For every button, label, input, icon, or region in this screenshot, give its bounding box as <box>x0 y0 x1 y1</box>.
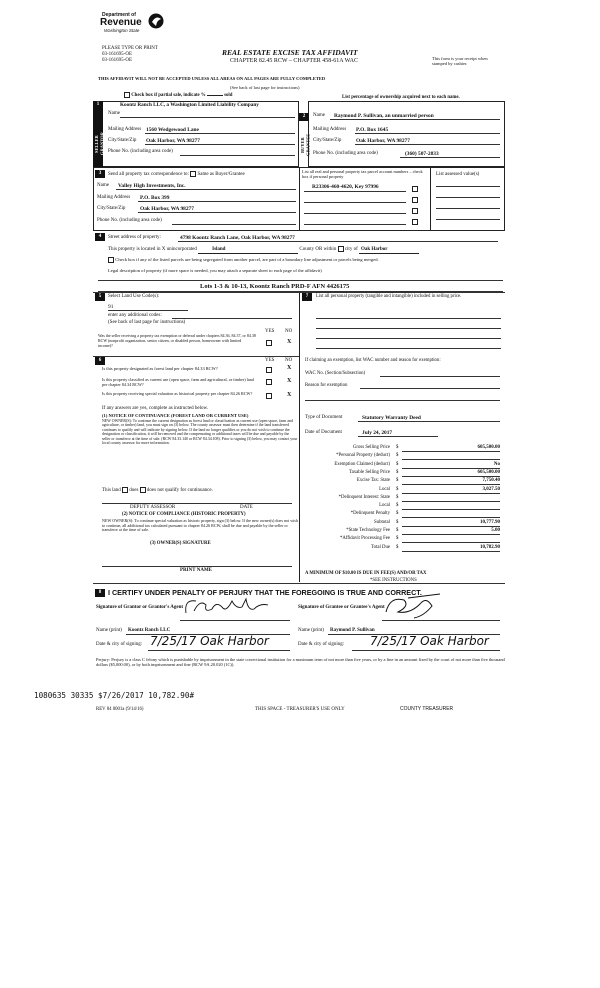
tax-row-label: Taxable Selling Price <box>349 469 390 475</box>
buyer-phone: (360) 507-2833 <box>405 151 439 157</box>
tax-row-dollar: $ <box>396 536 399 542</box>
tax-row-label: Local <box>379 503 390 509</box>
grantee-name: Raymond P. Sullivan <box>330 628 375 633</box>
please-type: PLEASE TYPE OR PRINT <box>102 46 158 51</box>
cashier-stamp: 1080635 30335 $7/26/2017 10,782.90# <box>34 691 195 700</box>
does-checkbox[interactable] <box>122 487 128 493</box>
tax-row-label: Gross Selling Price <box>352 445 390 450</box>
continuance-text: NEW OWNER(S): To continue the current designation as forest land or classification as current use (open space, farm and agriculture, or timber) land, you must sign on (3) below. The county assessor must then determine if the land transferred continues to qualify and will indicate by signing below. If the land no longer qualifies or you do not wish to continue the designation or classification, it will be removed and the compensating or additional taxes will be due and payable by the seller or transferor at the time of sale. (RCW 84.33.140 or RCW 84.34.108). Prior to signing (3) below, you may contact your local county assessor for more information. <box>102 419 298 446</box>
buyer-name-label: Name <box>313 113 325 118</box>
buyer-city: Oak Harbor, WA 98277 <box>356 138 410 144</box>
does-not-checkbox[interactable] <box>140 487 146 493</box>
this-land-label: This land <box>102 488 121 494</box>
section-4-badge: 4 <box>95 233 105 241</box>
dor-state: Washington State <box>104 28 140 33</box>
land-use-see: (See back of last page for instructions) <box>108 320 186 325</box>
tax-row-label: *Personal Property (deduct) <box>336 453 390 459</box>
grantor-signature <box>182 595 272 621</box>
exemption-claim-label: If claiming an exemption, list WAC number and reason for exemption: <box>305 358 441 363</box>
tax-row-value: 605,500.00 <box>477 445 500 450</box>
seller-mailing-label: Mailing Address <box>108 127 142 132</box>
buyer-mailing: P.O. Box 1645 <box>356 127 389 133</box>
exemption-question: Was the seller receiving a property tax exemption or deferral under chapters 84.36, 84.37, or 84.38 RCW (nonprofit organization, senior citizen, or disabled person, homeowner with limited income)? <box>98 333 256 348</box>
tax-corr-row <box>108 171 245 178</box>
tax-row-label: Local <box>379 486 390 492</box>
parcels-header: List all real and personal property tax parcel account numbers – check box if personal property <box>302 169 423 180</box>
buyer-phone-label: Phone No. (including area code) <box>313 151 378 156</box>
tax-row-dollar: $ <box>396 445 399 450</box>
tax-row-dollar: $ <box>396 519 399 525</box>
county-name: Island <box>198 247 298 254</box>
grantee-sig-label: Signature of Grantee or Grantee's Agent <box>298 605 385 610</box>
located-row <box>108 246 419 254</box>
grantee-date-label: Date & city of signing: <box>298 642 345 647</box>
segregated-label: Check box if any of the listed parcels are being segregated from another parcel, are part of a boundary line adjustment or parcels being merged. <box>115 257 379 263</box>
ref-2: 03-161695-OE <box>102 58 132 63</box>
form-title: REAL ESTATE EXCISE TAX AFFIDAVIT <box>222 48 358 57</box>
forest-answer: X <box>287 365 292 371</box>
tax-row-dollar: $ <box>396 469 399 475</box>
section-5-yes: YES <box>265 329 275 334</box>
street-address: 4798 Koontz Ranch Lane, Oak Harbor, WA 98277 <box>180 235 295 241</box>
certify-statement: I CERTIFY UNDER PENALTY OF PERJURY THAT THE FOREGOING IS TRUE AND CORRECT. <box>108 588 422 597</box>
grantee-name-label: Name (print) <box>298 628 324 633</box>
wac-label: WAC No. (Section/Subsection) <box>305 371 366 376</box>
form-chapter: CHAPTER 82.45 RCW – CHAPTER 458-61A WAC <box>230 58 358 64</box>
continuance-heading: (1) NOTICE OF CONTINUANCE (FOREST LAND OR CURRENT USE) <box>102 413 249 418</box>
if-yes-note: If any answers are yes, complete as instructed below. <box>102 406 209 411</box>
seller-name: Koontz Ranch LLC, a Washington Limited Liability Company <box>120 102 259 108</box>
treasurer-use-only: THIS SPACE - TREASURER'S USE ONLY <box>255 707 345 712</box>
tax-row-value: No <box>493 461 500 467</box>
grantor-name: Koontz Ranch LLC <box>128 628 171 633</box>
dor-logo-icon <box>148 12 164 30</box>
tax-row-label: Exemption Claimed (deduct) <box>334 461 390 467</box>
sold-label: sold <box>224 93 233 99</box>
same-as-buyer-checkbox[interactable] <box>190 171 196 177</box>
grantee-date-city: 7/25/17 Oak Harbor <box>370 634 489 648</box>
city-checkbox[interactable] <box>338 246 344 252</box>
tax-row-value: 5.00 <box>491 528 500 533</box>
partial-sale-label: Check box if partial sale, indicate % <box>131 93 206 99</box>
see-back-note: (See back of last page for instructions) <box>230 85 300 90</box>
seller-city: Oak Harbor, WA 98277 <box>146 138 200 144</box>
doc-date: July 24, 2017 <box>362 430 393 436</box>
seller-side-label: SELLER GRANTOR <box>94 132 105 156</box>
additional-codes-label: enter any additional codes: <box>108 313 162 318</box>
tax-row-dollar: $ <box>396 478 399 484</box>
section-5-no: NO <box>285 329 293 334</box>
tax-row-value: 10,782.90 <box>480 544 500 550</box>
current-use-question: Is this property classified as current use (open space, farm and agricultural, or timber) land per chapter 84.34 RCW? <box>102 377 254 388</box>
grantor-sig-label: Signature of Grantor or Grantor's Agent <box>96 605 184 610</box>
section-7-badge: 7 <box>302 293 312 301</box>
owner-signature-label: (3) OWNER(S) SIGNATURE <box>150 541 211 546</box>
legal-description: Lots 1-3 & 10-13, Koontz Ranch PRD-F AFN 4426175 <box>200 283 350 290</box>
personal-property-label: List all personal property (tangible and intangible) included in selling price. <box>316 294 462 299</box>
assessed-header: List assessed value(s) <box>436 172 480 177</box>
ownership-pct-note: List percentage of ownership acquired next to each name. <box>342 95 460 100</box>
tax-corr-label: Send all property tax correspondence to: <box>108 172 189 178</box>
tax-corr-name-label: Name <box>97 183 109 188</box>
segregated-row <box>108 257 379 264</box>
section-6-badge: 6 <box>95 357 105 365</box>
current-use-yes-checkbox[interactable] <box>266 379 272 385</box>
tax-row-value: 10,777.90 <box>480 519 500 525</box>
seller-mailing: 1560 Wedgewood Lane <box>146 127 199 133</box>
county-or-label: County OR within <box>299 247 337 253</box>
tax-row-dollar: $ <box>396 528 399 533</box>
tax-row-dollar: $ <box>396 453 399 459</box>
tax-corr-mailing: P.O. Box 399 <box>140 195 170 201</box>
tax-row-label: *Delinquent Penalty <box>350 511 390 517</box>
segregated-checkbox[interactable] <box>108 257 114 263</box>
tax-row-label: Total Due <box>371 544 390 550</box>
tax-row-label: Subtotal <box>374 519 390 525</box>
doc-date-label: Date of Document <box>305 430 342 435</box>
compliance-heading: (2) NOTICE OF COMPLIANCE (HISTORIC PROPERTY) <box>122 512 246 517</box>
see-instructions: *SEE INSTRUCTIONS <box>370 578 417 583</box>
legal-label: Legal description of property (if more space is needed, you may attach a separate sheet to each page of the affidavit) <box>108 268 322 273</box>
reason-label: Reason for exemption <box>305 383 348 388</box>
section-2-badge: 2 <box>299 113 309 121</box>
tax-row-dollar: $ <box>396 544 399 550</box>
q5-answer: X <box>287 339 292 345</box>
parcel-3-checkbox[interactable] <box>412 208 418 214</box>
section-3-badge: 3 <box>95 170 105 178</box>
seller-section <box>93 101 299 167</box>
rev-number: REV 84 0001a (9/14/16) <box>96 707 144 712</box>
seller-name-label: Name <box>108 111 120 116</box>
tax-corr-name: Valley High Investments, Inc. <box>118 183 186 189</box>
q5-yes-checkbox[interactable] <box>266 340 272 346</box>
acceptance-notice: THIS AFFIDAVIT WILL NOT BE ACCEPTED UNLESS ALL AREAS ON ALL PAGES ARE FULLY COMPLETED <box>98 76 326 81</box>
city-name: Oak Harbor <box>359 247 419 254</box>
doc-type-label: Type of Document <box>305 415 343 420</box>
land-use-label: Select Land Use Code(s): <box>108 294 160 299</box>
historic-yes-checkbox[interactable] <box>266 393 272 399</box>
section-1-badge: 1 <box>93 101 103 109</box>
tax-row-label: *Affidavit Processing Fee <box>339 536 390 542</box>
grantor-name-label: Name (print) <box>96 628 122 633</box>
dor-revenue: Revenue <box>100 17 142 28</box>
section-8-badge: 8 <box>95 589 105 597</box>
buyer-side-label: BUYER GRANTEE <box>300 133 311 157</box>
dor-dept: Department of <box>102 12 136 18</box>
tax-row-label: Excise Tax: State <box>356 478 390 484</box>
deputy-assessor-label: DEPUTY ASSESSOR <box>130 505 176 510</box>
tax-row-value: 7,750.40 <box>482 478 500 484</box>
dor-logo <box>100 12 180 40</box>
does-label: does <box>129 488 139 494</box>
deputy-date-label: DATE <box>240 505 253 510</box>
section-5-badge: 5 <box>95 293 105 301</box>
print-name-label: PRINT NAME <box>180 568 212 573</box>
buyer-mailing-label: Mailing Address <box>313 127 347 132</box>
buyer-name: Raymond P. Sullivan, an unmarried person <box>334 113 434 119</box>
tax-row-value: 605,500.00 <box>477 469 500 475</box>
parcel-1-checkbox[interactable] <box>412 186 418 192</box>
buyer-city-label: City/State/Zip <box>313 138 342 143</box>
seller-phone-label: Phone No. (including area code) <box>108 149 173 154</box>
seller-city-label: City/State/Zip <box>108 138 137 143</box>
tax-row-value: 3,027.50 <box>482 486 500 492</box>
receipt-note: This form is your receipt when stamped by cashier. <box>432 56 488 67</box>
tax-row-label: *Delinquent Interest: State <box>338 494 390 500</box>
current-use-answer: X <box>287 378 292 384</box>
doc-type: Statutory Warranty Deed <box>362 415 421 421</box>
historic-question: Is this property receiving special valuation as historical property per chapter 84.26 RCW? <box>102 391 253 396</box>
partial-sale-checkbox[interactable] <box>124 92 130 98</box>
tax-corr-city-label: City/State/Zip <box>97 206 126 211</box>
historic-answer: X <box>287 392 292 398</box>
located-label: This property is located in X unincorporated <box>108 247 197 253</box>
city-of-label: city of <box>344 247 358 253</box>
same-as-buyer-label: Same as Buyer/Grantee <box>197 172 245 178</box>
tax-corr-phone-label: Phone No. (including area code) <box>97 218 162 223</box>
does-not-label: does not qualify for continuance. <box>146 488 213 494</box>
tax-row-label: *State Technology Fee <box>346 528 390 533</box>
tax-corr-city: Oak Harbor, WA 98277 <box>140 206 194 212</box>
grantor-date-label: Date & city of signing: <box>96 642 143 647</box>
forest-question: Is this property designated as forest land per chapter 84.33 RCW? <box>102 366 218 371</box>
street-label: Street address of property: <box>108 235 161 240</box>
section-6-yes: YES <box>265 358 275 363</box>
tax-corr-mailing-label: Mailing Address <box>97 195 131 200</box>
this-land-row <box>102 487 213 494</box>
tax-row-dollar: $ <box>396 486 399 492</box>
parcel-1: R23306-460-4620, Key 97996 <box>312 184 379 190</box>
parcel-2-checkbox[interactable] <box>412 197 418 203</box>
land-use-code: 91 <box>108 304 114 310</box>
ref-1: 03-161695-OE <box>102 52 132 57</box>
section-6-no: NO <box>285 358 293 363</box>
perjury-note: Perjury: Perjury is a class C felony which is punishable by imprisonment in the state correctional institution for a maximum term of not more than five years, or by a fine in an amount fixed by the court of not more than five thousand dollars ($5,000.00), or by both imprisonment and fine (RCW 9A.20.020 (1C)). <box>96 657 505 668</box>
forest-yes-checkbox[interactable] <box>266 367 272 373</box>
county-treasurer: COUNTY TREASURER <box>400 706 454 712</box>
compliance-text: NEW OWNER(S): To continue special valuation as historic property, sign (3) below. If the new owner(s) does not wish to continue, all additional tax calculated pursuant to chapter 84.26 RCW, shall be due and payable by the seller or transferor at the time of sale. <box>102 518 298 533</box>
tax-row-dollar: $ <box>396 494 399 500</box>
tax-row-dollar: $ <box>396 503 399 509</box>
tax-row-dollar: $ <box>396 461 399 467</box>
grantor-date-city: 7/25/17 Oak Harbor <box>150 634 269 648</box>
minimum-fee-note: A MINIMUM OF $10.00 IS DUE IN FEE(S) AND/OR TAX <box>305 571 427 576</box>
parcel-4-checkbox[interactable] <box>412 219 418 225</box>
grantee-signature <box>380 592 450 622</box>
tax-row-dollar: $ <box>396 511 399 517</box>
partial-sale-row <box>124 92 232 99</box>
